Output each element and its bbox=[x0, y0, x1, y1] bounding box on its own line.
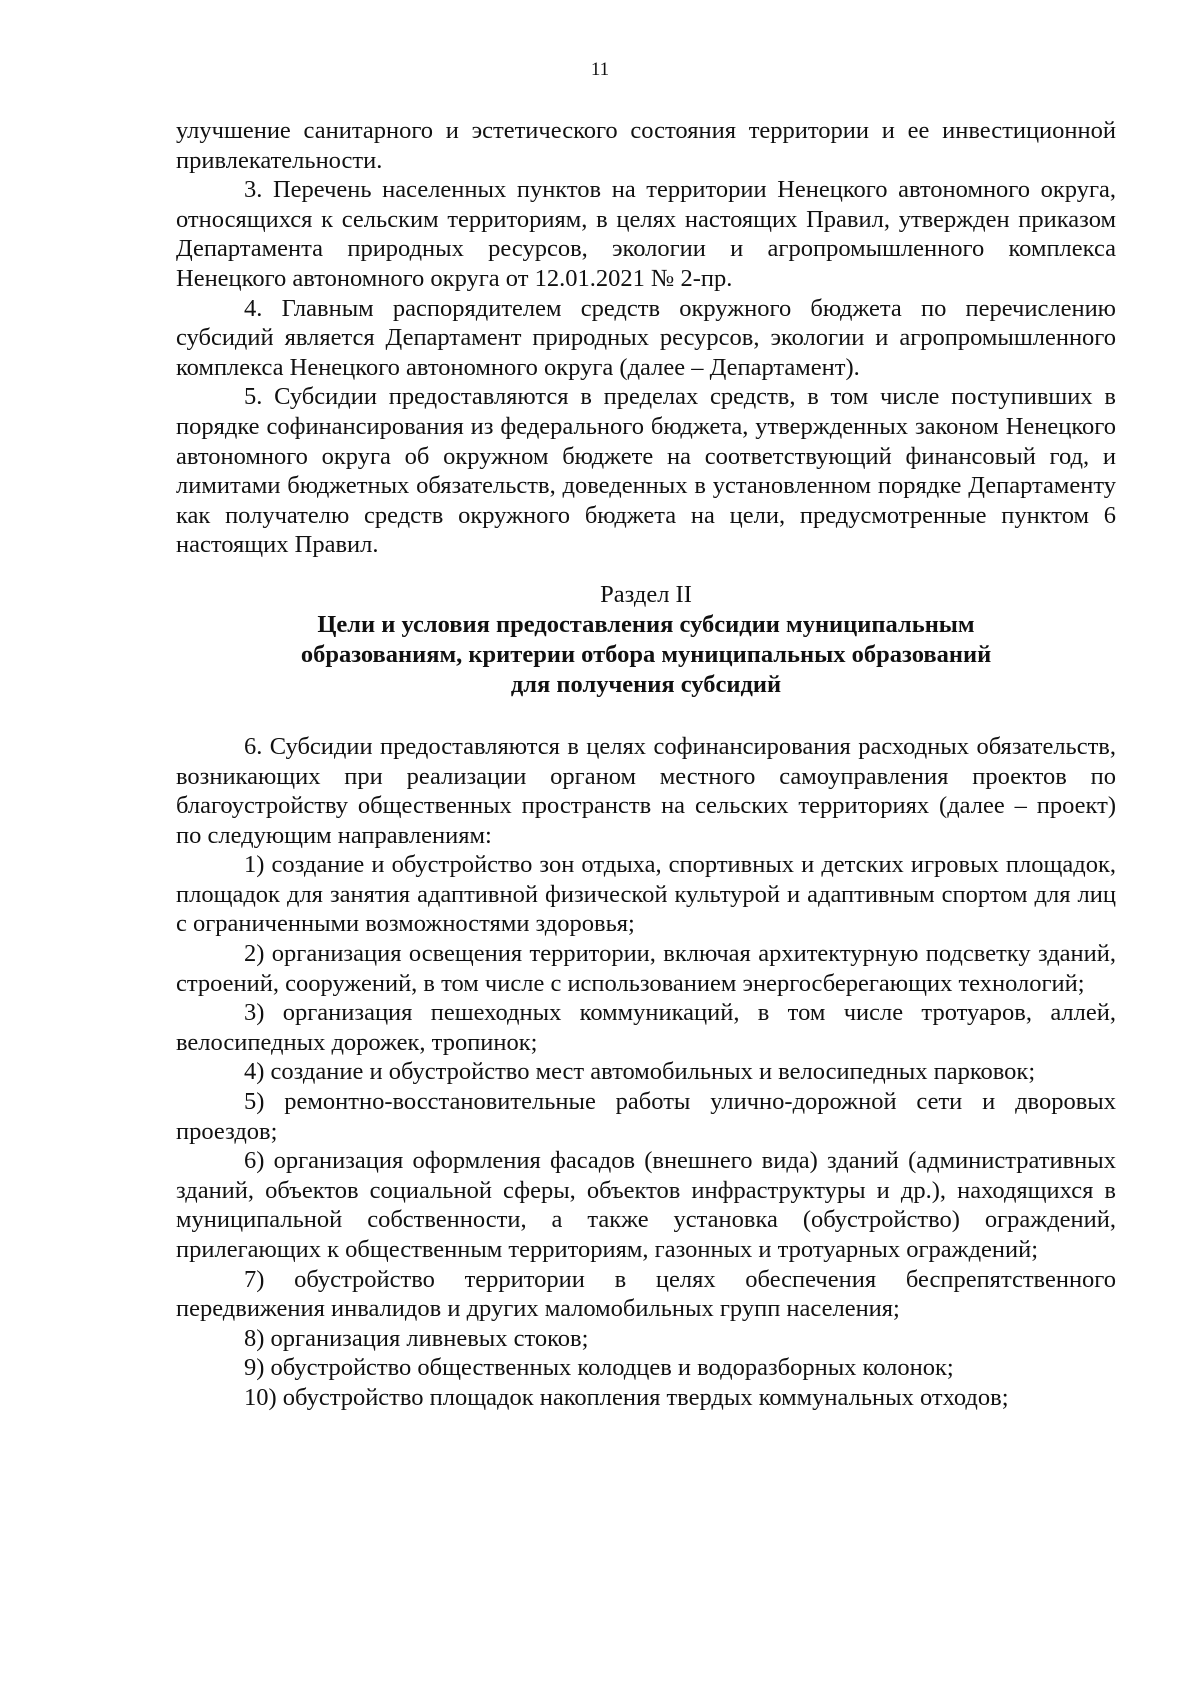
section-heading bbox=[176, 580, 1116, 700]
list-item-10: 10) обустройство площадок накопления твердых коммунальных отходов; bbox=[244, 1383, 1009, 1411]
list-item-2: 2) организация освещения территории, включая архитектурную подсветку зданий, строений, сооружений, в том числе с использованием энергосберегающих технологий; bbox=[176, 940, 1116, 997]
paragraph-item-3: 3. Перечень населенных пунктов на территории Ненецкого автономного округа, относящихся к сельским территориям, в целях настоящих Правил, утвержден приказом Департамента природных ресурсов, экологии и агропромышленного комплекса Ненецкого автономного округа от 12.01.2021 № 2-пр. bbox=[176, 176, 1116, 292]
list-item-4: 4) создание и обустройство мест автомобильных и велосипедных парковок; bbox=[244, 1058, 1036, 1086]
section-title-line-2: образованиям, критерии отбора муниципальных образований bbox=[300, 640, 992, 668]
list-item-1: 1) создание и обустройство зон отдыха, спортивных и детских игровых площадок, площадок для занятия адаптивной физической культурой и адаптивным спортом для лиц с ограниченными возможностями здоровья; bbox=[176, 851, 1116, 938]
paragraph-item-4: 4. Главным распорядителем средств окружного бюджета по перечислению субсидий является Департамент природных ресурсов, экологии и агропромышленного комплекса Ненецкого автономного округа (далее – Департамент). bbox=[176, 294, 1116, 381]
section-gap bbox=[176, 700, 1116, 732]
section-title-line-1: Цели и условия предоставления субсидии муниципальным bbox=[317, 610, 975, 638]
list-item-3: 3) организация пешеходных коммуникаций, в том числе тротуаров, аллей, велосипедных дорожек, тропинок; bbox=[176, 999, 1116, 1056]
page-number: 11 bbox=[590, 59, 610, 80]
paragraph-item-6: 6. Субсидии предоставляются в целях софинансирования расходных обязательств, возникающих при реализации органом местного самоуправления проектов по благоустройству общественных пространств на сельских территориях (далее – проект) по следующим направлениям: bbox=[176, 732, 1116, 849]
section-title-line-3: для получения субсидий bbox=[510, 670, 782, 698]
list-item-8: 8) организация ливневых стоков; bbox=[244, 1324, 589, 1352]
list-item-9: 9) обустройство общественных колодцев и водоразборных колонок; bbox=[244, 1354, 954, 1382]
document-body bbox=[176, 116, 1116, 1413]
section-label: Раздел II bbox=[600, 580, 692, 608]
list-item-6: 6) организация оформления фасадов (внешнего вида) зданий (административных зданий, объектов социальной сферы, объектов инфраструктуры и др.), находящихся в муниципальной собственности, а также установка (обустройство) ограждений, прилегающих к общественным территориям, газонных и тротуарных ограждений; bbox=[176, 1147, 1116, 1263]
list-item-7: 7) обустройство территории в целях обеспечения беспрепятственного передвижения инвалидов и других маломобильных групп населения; bbox=[176, 1265, 1116, 1323]
paragraph-continuation: улучшение санитарного и эстетического состояния территории и ее инвестиционной привлекательности. bbox=[176, 117, 1116, 174]
paragraph-item-5: 5. Субсидии предоставляются в пределах средств, в том числе поступивших в порядке софинансирования из федерального бюджета, утвержденных законом Ненецкого автономного округа об окружном бюджете на соответствующий финансовый год, и лимитами бюджетных обязательств, доведенных в установленном порядке Департаменту как получателю средств окружного бюджета на цели, предусмотренные пунктом 6 настоящих Правил. bbox=[176, 383, 1116, 559]
list-item-5: 5) ремонтно-восстановительные работы улично-дорожной сети и дворовых проездов; bbox=[176, 1088, 1116, 1145]
